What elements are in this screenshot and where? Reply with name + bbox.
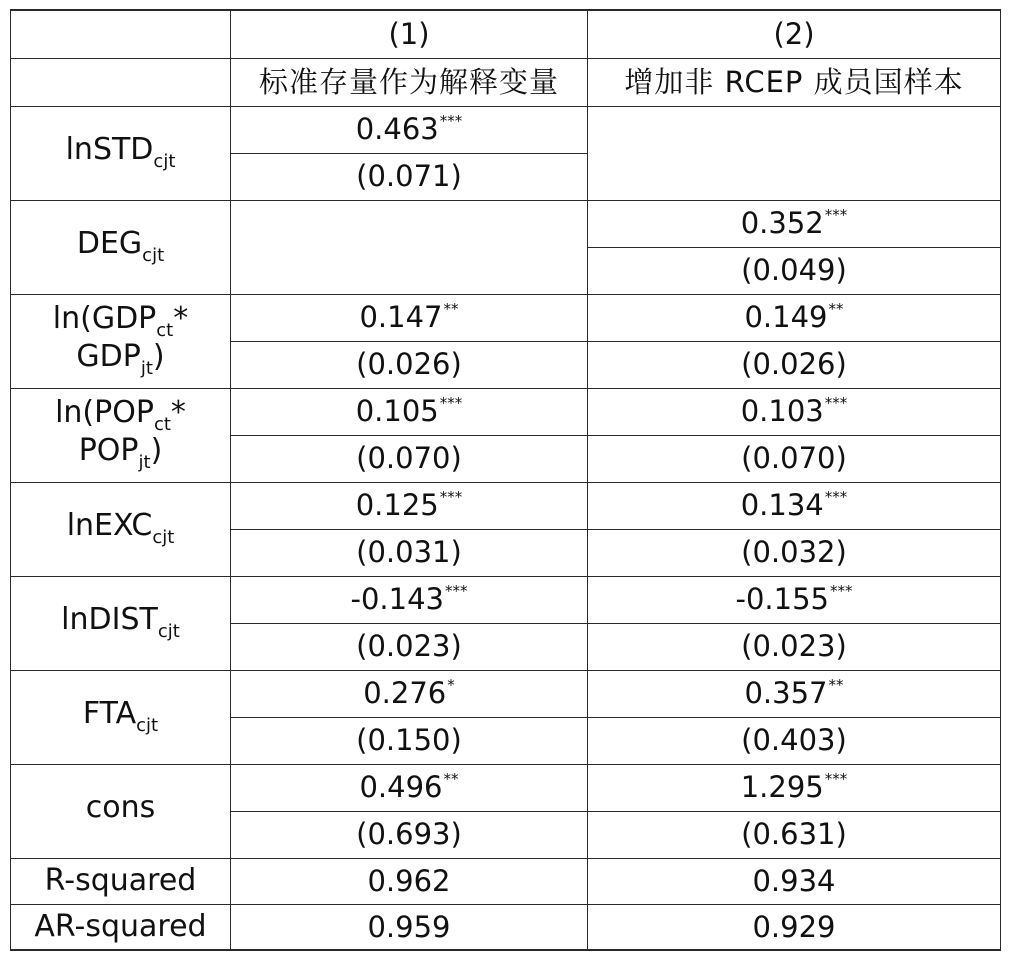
se-cell: (0.026): [588, 341, 1001, 388]
table-row: [11, 858, 1001, 904]
variable-label: cons: [11, 764, 231, 858]
table-row: [11, 294, 1001, 341]
significance-stars: ***: [824, 394, 848, 413]
coef-cell: 0.125***: [231, 482, 588, 529]
coef-cell: 0.496**: [231, 764, 588, 811]
coef-cell: -0.143***: [231, 576, 588, 623]
stat-value: 0.929: [588, 904, 1001, 950]
se-cell: (0.026): [231, 341, 588, 388]
significance-stars: *: [447, 676, 455, 695]
se-cell: (0.693): [231, 811, 588, 858]
significance-stars: ***: [824, 770, 848, 789]
significance-stars: ***: [824, 206, 848, 225]
coef-cell: -0.155***: [588, 576, 1001, 623]
table-row: [11, 200, 1001, 247]
empty-cell: [588, 106, 1001, 200]
significance-stars: ***: [439, 394, 463, 413]
table-row: [11, 106, 1001, 153]
coef-cell: 0.463***: [231, 106, 588, 153]
col1-title: 标准存量作为解释变量: [231, 58, 588, 106]
variable-label: $\ln(GDP_{ct}*$ $GDP_{jt}$): [11, 294, 231, 388]
table-row: [11, 670, 1001, 717]
coef-cell: 0.134***: [588, 482, 1001, 529]
se-cell: (0.070): [231, 435, 588, 482]
significance-stars: **: [443, 300, 459, 319]
se-cell: (0.150): [231, 717, 588, 764]
stat-label: R-squared: [11, 858, 231, 904]
table-row: [11, 388, 1001, 435]
se-cell: (0.403): [588, 717, 1001, 764]
header-blank-cell: [11, 10, 231, 58]
variable-label: lnEXC$_{cjt}$: [11, 482, 231, 576]
coef-cell: 0.276*: [231, 670, 588, 717]
header-blank-cell: [11, 58, 231, 106]
stat-value: 0.934: [588, 858, 1001, 904]
coef-cell: 0.149**: [588, 294, 1001, 341]
se-cell: (0.023): [588, 623, 1001, 670]
significance-stars: **: [443, 770, 459, 789]
se-cell: (0.631): [588, 811, 1001, 858]
stat-label: AR-squared: [11, 904, 231, 950]
table-row: [11, 576, 1001, 623]
stat-value: 0.962: [231, 858, 588, 904]
coef-cell: 1.295***: [588, 764, 1001, 811]
table-row: [11, 904, 1001, 950]
variable-label: $DEG_{cjt}$: [11, 200, 231, 294]
regression-table: [10, 9, 1001, 951]
empty-cell: [231, 200, 588, 294]
coef-cell: 0.103***: [588, 388, 1001, 435]
se-cell: (0.070): [588, 435, 1001, 482]
significance-stars: ***: [824, 488, 848, 507]
coef-cell: 0.352***: [588, 200, 1001, 247]
significance-stars: ***: [830, 582, 853, 601]
se-cell: (0.071): [231, 153, 588, 200]
se-cell: (0.049): [588, 247, 1001, 294]
table-row: [11, 482, 1001, 529]
header-row-numbers: [11, 10, 1001, 58]
variable-label: $\ln(POP_{ct}*$ $POP_{jt}$): [11, 388, 231, 482]
significance-stars: ***: [439, 488, 463, 507]
coef-cell: 0.357**: [588, 670, 1001, 717]
col1-number: (1): [231, 10, 588, 58]
significance-stars: **: [828, 676, 844, 695]
variable-label: lnSTD$_{cjt}$: [11, 106, 231, 200]
se-cell: (0.032): [588, 529, 1001, 576]
se-cell: (0.031): [231, 529, 588, 576]
variable-label: lnDIST$_{cjt}$: [11, 576, 231, 670]
significance-stars: ***: [445, 582, 468, 601]
coef-cell: 0.147**: [231, 294, 588, 341]
coef-cell: 0.105***: [231, 388, 588, 435]
significance-stars: **: [828, 300, 844, 319]
se-cell: (0.023): [231, 623, 588, 670]
col2-title: 增加非 RCEP 成员国样本: [588, 58, 1001, 106]
variable-label: $FTA_{cjt}$: [11, 670, 231, 764]
col2-number: (2): [588, 10, 1001, 58]
header-row-titles: [11, 58, 1001, 106]
stat-value: 0.959: [231, 904, 588, 950]
table-row: [11, 764, 1001, 811]
significance-stars: ***: [439, 112, 463, 131]
